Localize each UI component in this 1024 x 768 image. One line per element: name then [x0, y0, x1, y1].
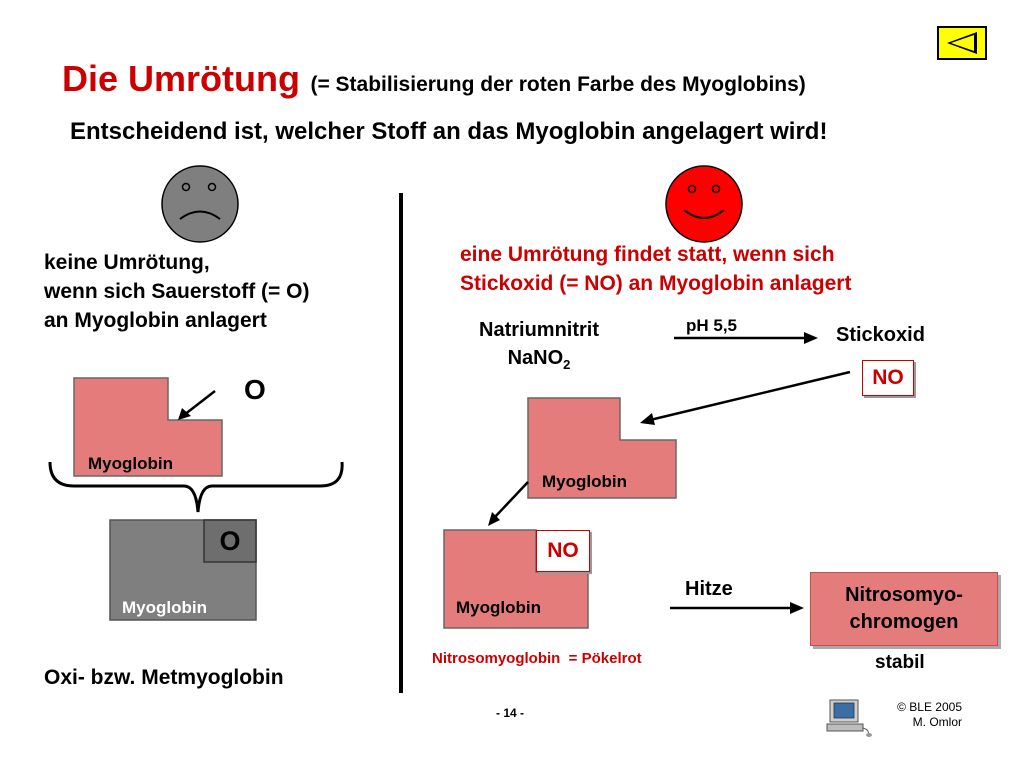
stable-label: stabil [875, 652, 925, 673]
heat-label: Hitze [685, 578, 733, 600]
page-title [62, 58, 806, 100]
copyright-block [880, 700, 962, 730]
divider [399, 193, 403, 693]
copyright-text: © BLE 2005 [897, 700, 962, 714]
nitrite-formula [462, 344, 616, 379]
left-text-line: keine Umrötung, [44, 251, 210, 274]
oxi-metmyoglobin-caption: Oxi- bzw. Metmyoglobin [44, 666, 284, 689]
nitrosomyochromogen-box [810, 572, 998, 646]
triangle-left-icon [939, 28, 985, 58]
myoglobin-label: Myoglobin [88, 454, 173, 473]
nitrite-block [462, 316, 616, 379]
author-text: M. Omlor [912, 715, 962, 729]
myoglobin-down-arrow [484, 478, 534, 530]
red-text-line: eine Umrötung findet statt, wenn sich [460, 243, 835, 266]
reddening-text [460, 240, 851, 298]
bound-oxygen-label: O [219, 526, 241, 556]
bound-no-box: NO [536, 530, 590, 572]
oxy-myoglobin-label: Myoglobin [122, 598, 207, 617]
myoglobin-label: Myoglobin [542, 472, 627, 491]
red-text-line: Stickoxid (= NO) an Myoglobin anlagert [460, 272, 852, 295]
stickoxid-label: Stickoxid [836, 324, 925, 346]
happy-face-icon [664, 164, 746, 246]
left-text-line: wenn sich Sauerstoff (= O) [44, 280, 310, 303]
brace [44, 458, 350, 518]
nitrite-formula-subscript: 2 [563, 357, 571, 372]
nitrite-name: Natriumnitrit [479, 319, 599, 341]
pokelrot-caption: Nitrosomyoglobin = Pökelrot [432, 650, 642, 667]
nitrite-formula-base: NaNO [507, 347, 564, 369]
no-reddening-text [44, 248, 309, 335]
ph-label: pH 5,5 [686, 316, 738, 335]
left-text-line: an Myoglobin anlagert [44, 309, 267, 332]
title-main: Die Umrötung [62, 58, 300, 99]
page-subtitle: Entscheidend ist, welcher Stoff an das Myoglobin angelagert wird! [70, 118, 828, 145]
result-line: Nitrosomyo- [845, 584, 963, 606]
page-number: - 14 - [496, 706, 525, 720]
no-box: NO [862, 360, 914, 396]
oxygen-label: O [244, 374, 266, 405]
result-line: chromogen [849, 611, 959, 633]
back-button[interactable] [937, 26, 987, 60]
nitrosomyoglobin-label: Myoglobin [456, 598, 541, 617]
oxygen-arrow [170, 385, 230, 425]
computer-icon [826, 698, 874, 738]
title-sub: (= Stabilisierung der roten Farbe des Myoglobins) [310, 73, 806, 96]
reaction-arrow [672, 330, 822, 346]
heat-arrow [668, 600, 808, 616]
sad-face-icon [160, 164, 242, 246]
